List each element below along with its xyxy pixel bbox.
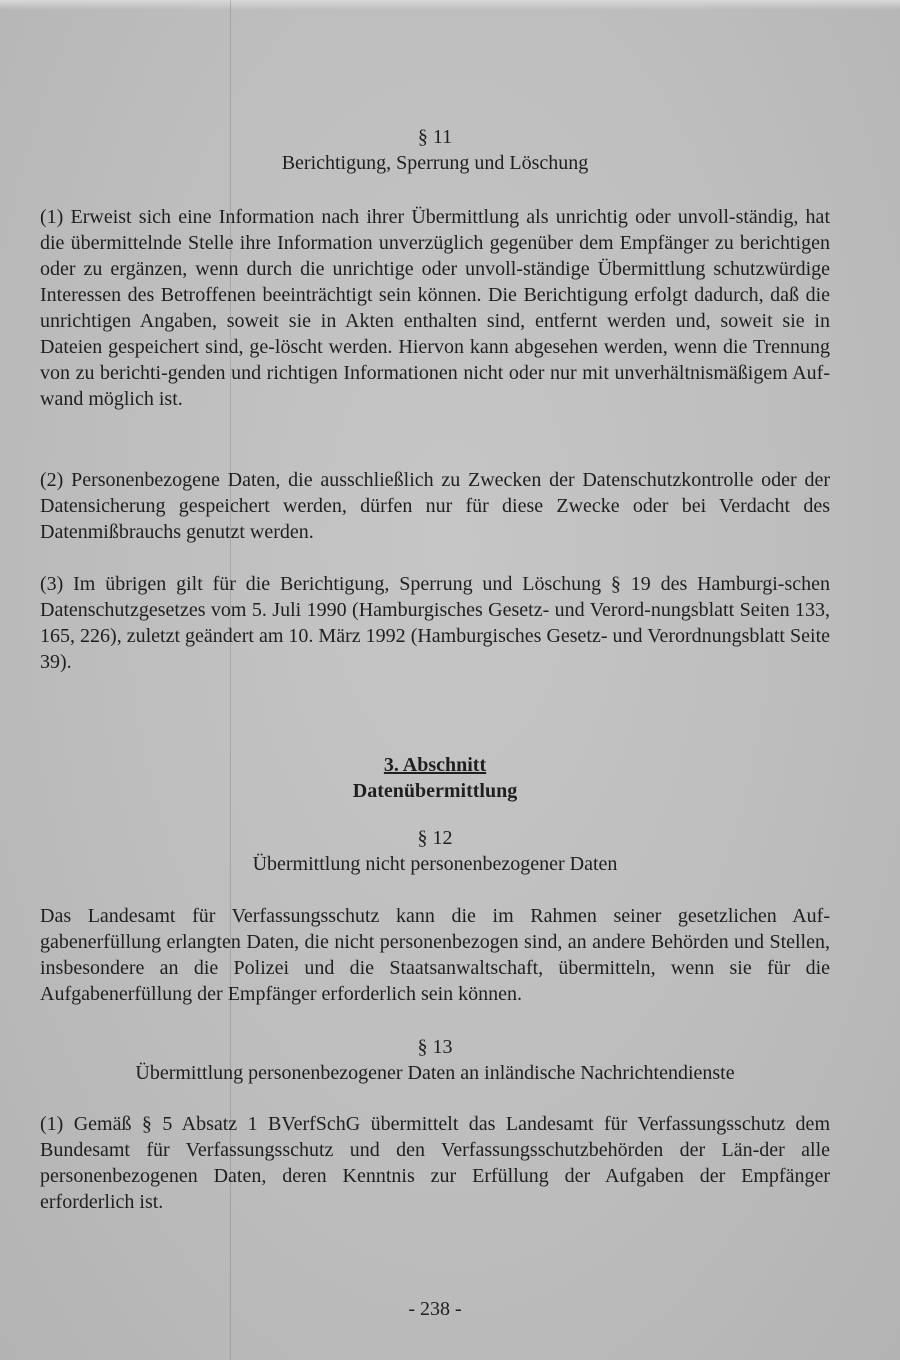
section-11-number: § 11: [417, 126, 453, 148]
section-11-paragraph-3: (3) Im übrigen gilt für die Berichtigung, Sperrung und Löschung § 19 des Hamburgi-schen Datenschutzgesetzes vom 5. Juli 1990 (Hamburgisches Gesetz- und Verord-nungsblatt Seiten 133, 165, 226), zuletzt geändert am 10. März 1992 (Hamburgisches Gesetz- und Verordnungsblatt Seite 39).: [40, 573, 830, 673]
section-11-paragraph-1: (1) Erweist sich eine Information nach ihrer Übermittlung als unrichtig oder unvoll-ständig, hat die übermittelnde Stelle ihre Information unverzüglich gegenüber dem Empfänger zu berichtigen oder zu ergänzen, wenn durch die unrichtige oder unvoll-ständige Übermittlung schutzwürdige Interessen des Betroffenen beeinträchtigt sein können. Die Berichtigung erfolgt dadurch, daß die unrichtigen Angaben, soweit sie in Akten enthalten sind, entfernt werden und, soweit sie in Dateien gespeichert sind, ge-löscht werden. Hiervon kann abgesehen werden, wenn die Trennung von zu berichti-genden und richtigen Informationen nicht oder nur mit unverhältnismäßigem Auf-wand möglich ist.: [40, 206, 830, 410]
section-12-number: § 12: [417, 827, 453, 849]
chapter-heading: 3. Abschnitt: [383, 754, 487, 776]
chapter-title: Datenübermittlung: [352, 780, 518, 802]
page-top-edge: [0, 0, 900, 10]
section-12-title: Übermittlung nicht personenbezogener Daten: [252, 853, 618, 875]
section-11-title: Berichtigung, Sperrung und Löschung: [281, 152, 589, 174]
section-13-title: Übermittlung personenbezogener Daten an inländische Nachrichtendienste: [135, 1062, 735, 1084]
section-13-number: § 13: [417, 1036, 453, 1058]
section-11-paragraph-2: (2) Personenbezogene Daten, die ausschließlich zu Zwecken der Datenschutzkontrolle oder der Datensicherung gespeichert werden, dürfen nur für diese Zwecke oder bei Verdacht des Datenmißbrauchs genutzt werden.: [40, 469, 830, 543]
section-13-paragraph-1: (1) Gemäß § 5 Absatz 1 BVerfSchG übermittelt das Landesamt für Verfassungsschutz dem Bundesamt für Verfassungsschutz und den Verfassungsschutzbehörden der Län-der alle personenbezogenen Daten, deren Kenntnis zur Erfüllung der Aufgaben der Empfänger erforderlich ist.: [40, 1113, 830, 1213]
section-12-paragraph: Das Landesamt für Verfassungsschutz kann die im Rahmen seiner gesetzlichen Auf-gabenerfüllung erlangten Daten, die nicht personenbezogen sind, an andere Behörden und Stellen, insbesondere an die Polizei und die Staatsanwaltschaft, übermitteln, wenn sie für die Aufgabenerfüllung der Empfänger erforderlich sein können.: [40, 905, 830, 1005]
page-number: - 238 -: [408, 1298, 462, 1320]
